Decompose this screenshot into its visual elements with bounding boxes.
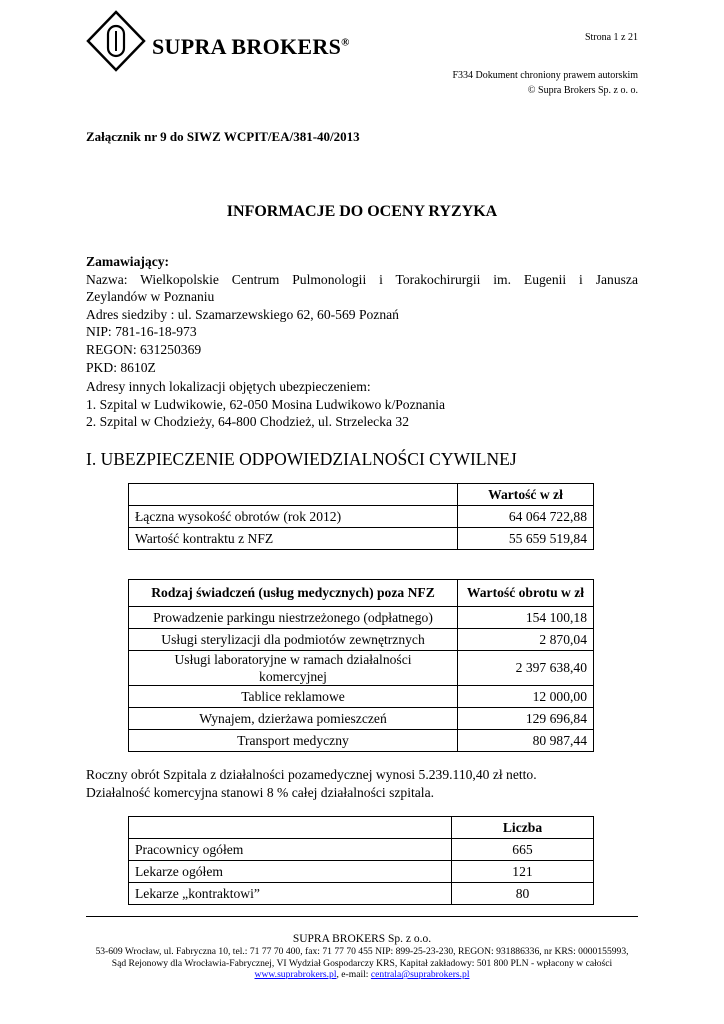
other-locations — [86, 378, 638, 431]
table-cell: 154 100,18 — [458, 607, 594, 629]
table-row — [129, 686, 594, 708]
footer-divider — [86, 916, 638, 917]
client-address: Adres siedziby : ul. Szamarzewskiego 62, 60-569 Poznań — [86, 306, 399, 322]
footer-contact: www.suprabrokers.pl, e-mail: centrala@suprabrokers.pl — [254, 969, 470, 981]
table-header-cell — [129, 817, 452, 839]
table-row — [129, 651, 594, 686]
table-row — [129, 883, 594, 905]
locations-intro: Adresy innych lokalizacji objętych ubezpieczeniem: — [86, 379, 371, 394]
table-cell: Łączna wysokość obrotów (rok 2012) — [129, 506, 458, 528]
table-row — [129, 629, 594, 651]
table-row — [129, 607, 594, 629]
location-item: 1. Szpital w Ludwikowie, 62-050 Mosina Ludwikowo k/Poznania — [86, 396, 446, 412]
table-cell: Tablice reklamowe — [129, 686, 458, 708]
email-link[interactable]: centrala@suprabrokers.pl — [370, 969, 470, 981]
table-cell: 64 064 722,88 — [458, 506, 594, 528]
document-title: INFORMACJE DO OCENY RYZYKA — [226, 203, 498, 220]
staff-table — [128, 816, 594, 905]
table-header-cell: Rodzaj świadczeń (usług medycznych) poza NFZ — [129, 580, 458, 607]
table-header-cell: Liczba — [452, 817, 594, 839]
table-cell: 80 — [452, 883, 594, 905]
footer-company: SUPRA BROKERS Sp. z o.o. — [292, 933, 432, 945]
table-row — [129, 708, 594, 730]
table-cell: Pracownicy ogółem — [129, 839, 452, 861]
table-row — [129, 730, 594, 752]
location-item: 2. Szpital w Chodzieży, 64-800 Chodzież, ul. Strzelecka 32 — [86, 414, 410, 430]
table-cell: Lekarze ogółem — [129, 861, 452, 883]
client-info — [86, 253, 638, 376]
footer-line1: 53-609 Wrocław, ul. Fabryczna 10, tel.: 71 77 70 400, fax: 71 77 70 455 NIP: 899-25-23-230, REGON: 931886336, nr KRS: 0000155993, — [95, 946, 629, 957]
table-row — [129, 839, 594, 861]
page-number: Strona 1 z 21 — [584, 32, 638, 43]
client-name-line1: Nazwa: Wielkopolskie Centrum Pulmonologii i Torakochirurgii im. Eugenii i Janusza — [86, 271, 638, 287]
table-cell: Usługi sterylizacji dla podmiotów zewnętrznych — [129, 629, 458, 651]
table-header-cell — [129, 484, 458, 506]
client-regon: REGON: 631250369 — [86, 341, 202, 357]
logo-diamond-icon — [86, 10, 146, 72]
table-cell: 55 659 519,84 — [458, 528, 594, 550]
client-name-line2: Zeylandów w Poznaniu — [86, 289, 215, 305]
client-label: Zamawiający: — [86, 254, 170, 269]
table-cell: Usługi laboratoryjne w ramach działalności komercyjnej — [129, 651, 458, 686]
table-cell: 665 — [452, 839, 594, 861]
table-cell: Lekarze „kontraktowi” — [129, 883, 452, 905]
company-logo — [86, 10, 356, 72]
website-link[interactable]: www.suprabrokers.pl — [254, 969, 337, 981]
table-header-row — [129, 484, 594, 506]
table-cell: Wartość kontraktu z NFZ — [129, 528, 458, 550]
turnover-table — [128, 483, 594, 550]
client-nip: NIP: 781-16-18-973 — [86, 324, 197, 340]
table-row — [129, 528, 594, 550]
table-cell: Transport medyczny — [129, 730, 458, 752]
table-cell: 129 696,84 — [458, 708, 594, 730]
copyright-notice: F334 Dokument chroniony prawem autorskim © Supra Brokers Sp. z o. o. — [452, 70, 638, 96]
table-cell: 12 000,00 — [458, 686, 594, 708]
table-cell: 121 — [452, 861, 594, 883]
table-header-cell: Wartość obrotu w zł — [458, 580, 594, 607]
page-footer — [0, 932, 724, 981]
table-cell: 80 987,44 — [458, 730, 594, 752]
client-pkd: PKD: 8610Z — [86, 359, 156, 375]
annex-reference: Załącznik nr 9 do SIWZ WCPIT/EA/381-40/2013 — [86, 129, 360, 144]
non-nfz-services-table — [128, 579, 594, 752]
table-cell: Wynajem, dzierżawa pomieszczeń — [129, 708, 458, 730]
turnover-note: Roczny obrót Szpitala z działalności pozamedycznej wynosi 5.239.110,40 zł netto. Działalność komercyjna stanowi 8 % całej działalności szpitala. — [86, 767, 537, 800]
table-cell: 2 870,04 — [458, 629, 594, 651]
table-header-row — [129, 817, 594, 839]
logo-text: SUPRA BROKERS® — [152, 34, 350, 59]
table-header-row — [129, 580, 594, 607]
section-title: I. UBEZPIECZENIE ODPOWIEDZIALNOŚCI CYWILNEJ — [86, 449, 517, 469]
table-header-cell: Wartość w zł — [458, 484, 594, 506]
table-cell: Prowadzenie parkingu niestrzeżonego (odpłatnego) — [129, 607, 458, 629]
table-row — [129, 506, 594, 528]
footer-line2: Sąd Rejonowy dla Wrocławia-Fabrycznej, VI Wydział Gospodarczy KRS, Kapitał zakładowy: 501 800 PLN - wpłacony w całości — [111, 957, 613, 969]
table-cell: 2 397 638,40 — [458, 651, 594, 686]
table-row — [129, 861, 594, 883]
